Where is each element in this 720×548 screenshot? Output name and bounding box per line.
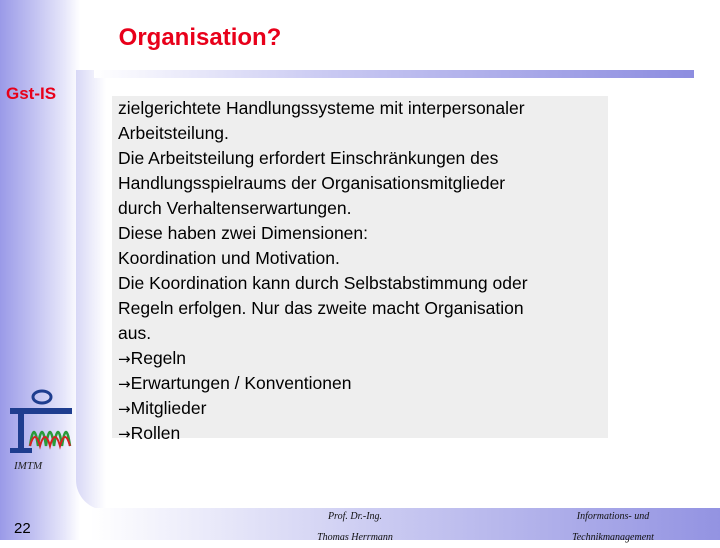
dept-line-1: Informations- und xyxy=(576,511,650,522)
imtm-logo-icon xyxy=(4,388,76,460)
bullet-mitglieder: →Mitglieder xyxy=(118,398,207,418)
content-line: Die Arbeitsteilung erfordert Einschränkungen des xyxy=(118,148,499,168)
content-line: Koordination und Motivation. xyxy=(118,248,340,268)
content-line: Handlungsspielraums der Organisationsmitglieder xyxy=(118,173,506,193)
content-line: Die Koordination kann durch Selbstabstimmung oder xyxy=(118,273,528,293)
author-name: Thomas Herrmann xyxy=(317,532,393,543)
content-line: Arbeitsteilung. xyxy=(118,123,229,143)
sidebar-curve xyxy=(76,70,106,510)
bullet-rollen: →Rollen xyxy=(118,423,181,443)
author-title: Prof. Dr.-Ing. xyxy=(327,511,383,522)
arrow-right-icon: → xyxy=(118,400,131,418)
arrow-right-icon: → xyxy=(118,375,131,393)
bullet-regeln: →Regeln xyxy=(118,348,187,368)
content-line: Regeln erfolgen. Nur das zweite macht Organisation xyxy=(118,298,524,318)
side-tag: Gst-IS xyxy=(6,84,57,103)
bullet-erwartungen: →Erwartungen / Konventionen xyxy=(118,373,352,393)
content-line: Diese haben zwei Dimensionen: xyxy=(118,223,368,243)
arrow-right-icon: → xyxy=(118,350,131,368)
header-rule xyxy=(94,70,694,78)
logo-caption: IMTM xyxy=(14,460,43,472)
page-number: 22 xyxy=(14,520,31,537)
slide-title: Organisation? xyxy=(118,24,282,51)
footer-department xyxy=(548,506,678,548)
content-line: zielgerichtete Handlungssysteme mit interpersonaler xyxy=(118,98,525,118)
content-line: durch Verhaltenserwartungen. xyxy=(118,198,352,218)
dept-line-2: Technikmanagement xyxy=(572,532,654,543)
content-line: aus. xyxy=(118,323,152,343)
arrow-right-icon: → xyxy=(118,425,131,443)
footer-author xyxy=(300,506,410,548)
content-box xyxy=(112,96,608,443)
